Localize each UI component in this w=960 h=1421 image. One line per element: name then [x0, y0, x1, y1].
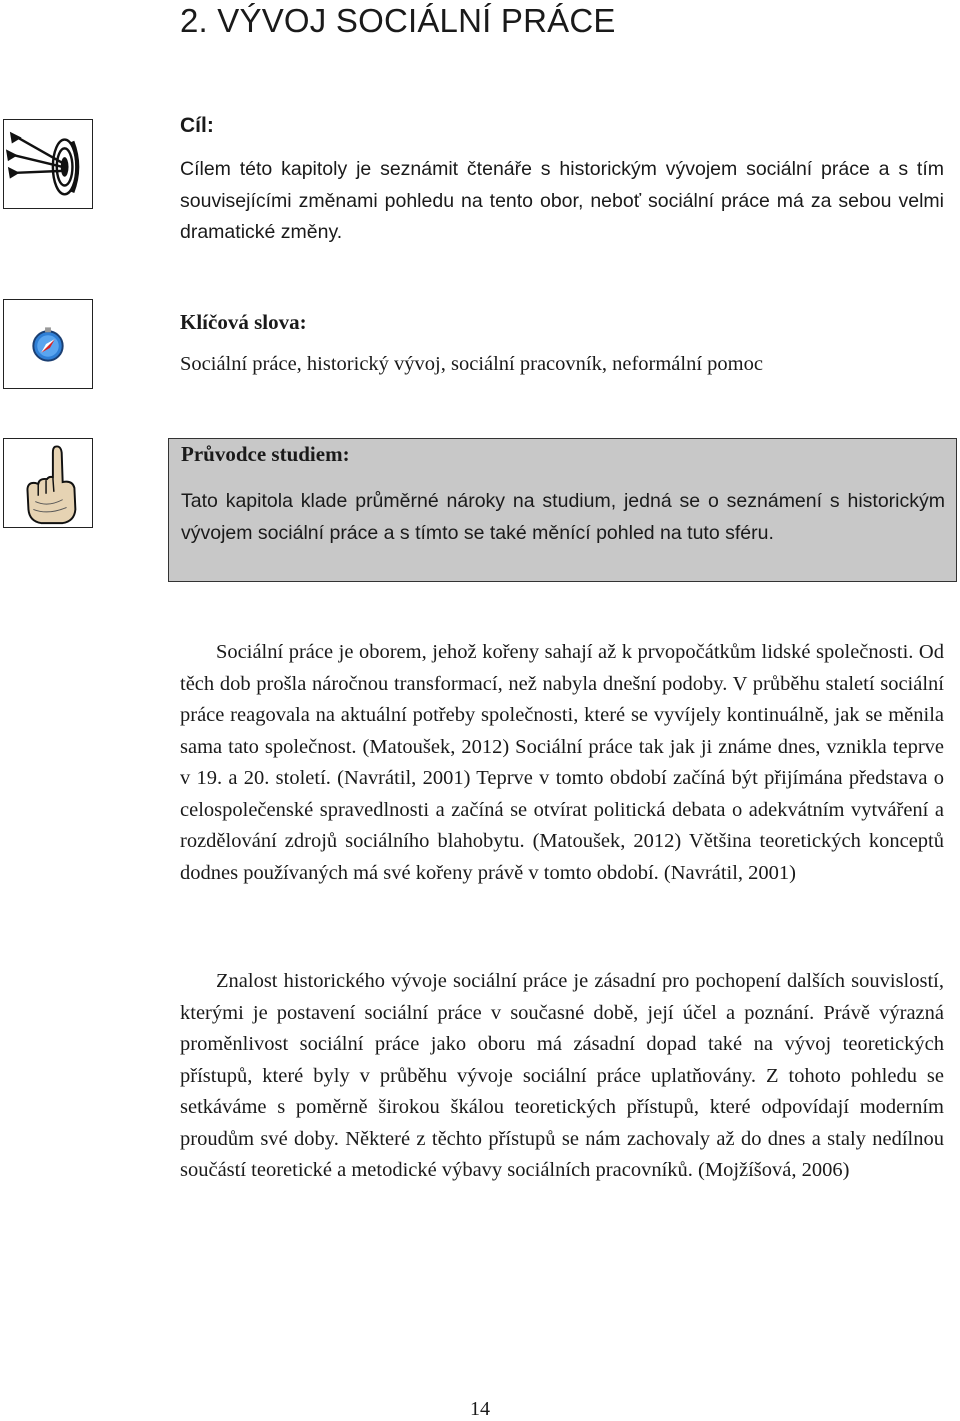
keywords-text: Sociální práce, historický vývoj, sociální pracovník, neformální pomoc: [180, 353, 763, 375]
body-paragraph-1: Sociální práce je oborem, jehož kořeny sahají až k prvopočátkům lidské společnosti. Od těch dob prošla náročnou transformací, než nabyla dnešní podoby. V průběhu staletí sociální práce reagovala na aktuální potřeby společnosti, které se vyvíjely kontinuálně, jak se měnila sama tato společnost. (Matoušek, 2012) Sociální práce tak jak ji známe dnes, vznikla teprve v 19. a 20. století. (Navrátil, 2001) Teprve v tomto období začíná být přijímána představa o celospolečenské spravedlnosti a začíná se otvírat politická debata o adekvátním vytváření a rozdělování zdrojů sociálního blahobytu. (Matoušek, 2012) Většina teoretických konceptů dodnes používaných má své kořeny právě v tomto období. (Navrátil, 2001): [180, 641, 944, 884]
keywords-heading: Klíčová slova:: [180, 310, 307, 334]
study-guide-box: [168, 438, 957, 582]
target-darts-icon: [3, 119, 93, 209]
page-number: 14: [470, 1398, 490, 1420]
body-paragraph-2: Znalost historického vývoje sociální práce je zásadní pro pochopení dalších souvislostí, kterými je postavení sociální práce v současné době, její účel a poznání. Právě výrazná proměnlivost sociální práce jako oboru má zásadní dopad také na vývoj teoretických přístupů, které byly v průběhu vývoje sociální práce uplatňovány. Z tohoto pohledu se setkáváme s poměrně širokou škálou teoretických přístupů, které odpovídají moderním proudům své doby. Některé z těchto přístupů se nám zachovaly až do dnes a staly nedílnou součástí teoretické a metodické výbavy sociálních pracovníků. (Mojžíšová, 2006): [180, 970, 944, 1181]
goal-text: Cílem této kapitoly je seznámit čtenáře s historickým vývojem sociální práce a s tím souvisejícími změnami pohledu na tento obor, neboť sociální práce má za sebou velmi dramatické změny.: [180, 158, 944, 243]
pointing-hand-icon: [3, 438, 93, 528]
study-guide-text: Tato kapitola klade průměrné nároky na studium, jedná se o seznámení s historickým vývojem sociální práce a s tímto se také měnící pohled na tuto sféru.: [181, 490, 945, 544]
goal-heading: Cíl:: [180, 114, 214, 137]
study-guide-heading: Průvodce studiem:: [181, 442, 350, 466]
compass-icon: [3, 299, 93, 389]
chapter-title: 2. VÝVOJ SOCIÁLNÍ PRÁCE: [180, 2, 616, 39]
